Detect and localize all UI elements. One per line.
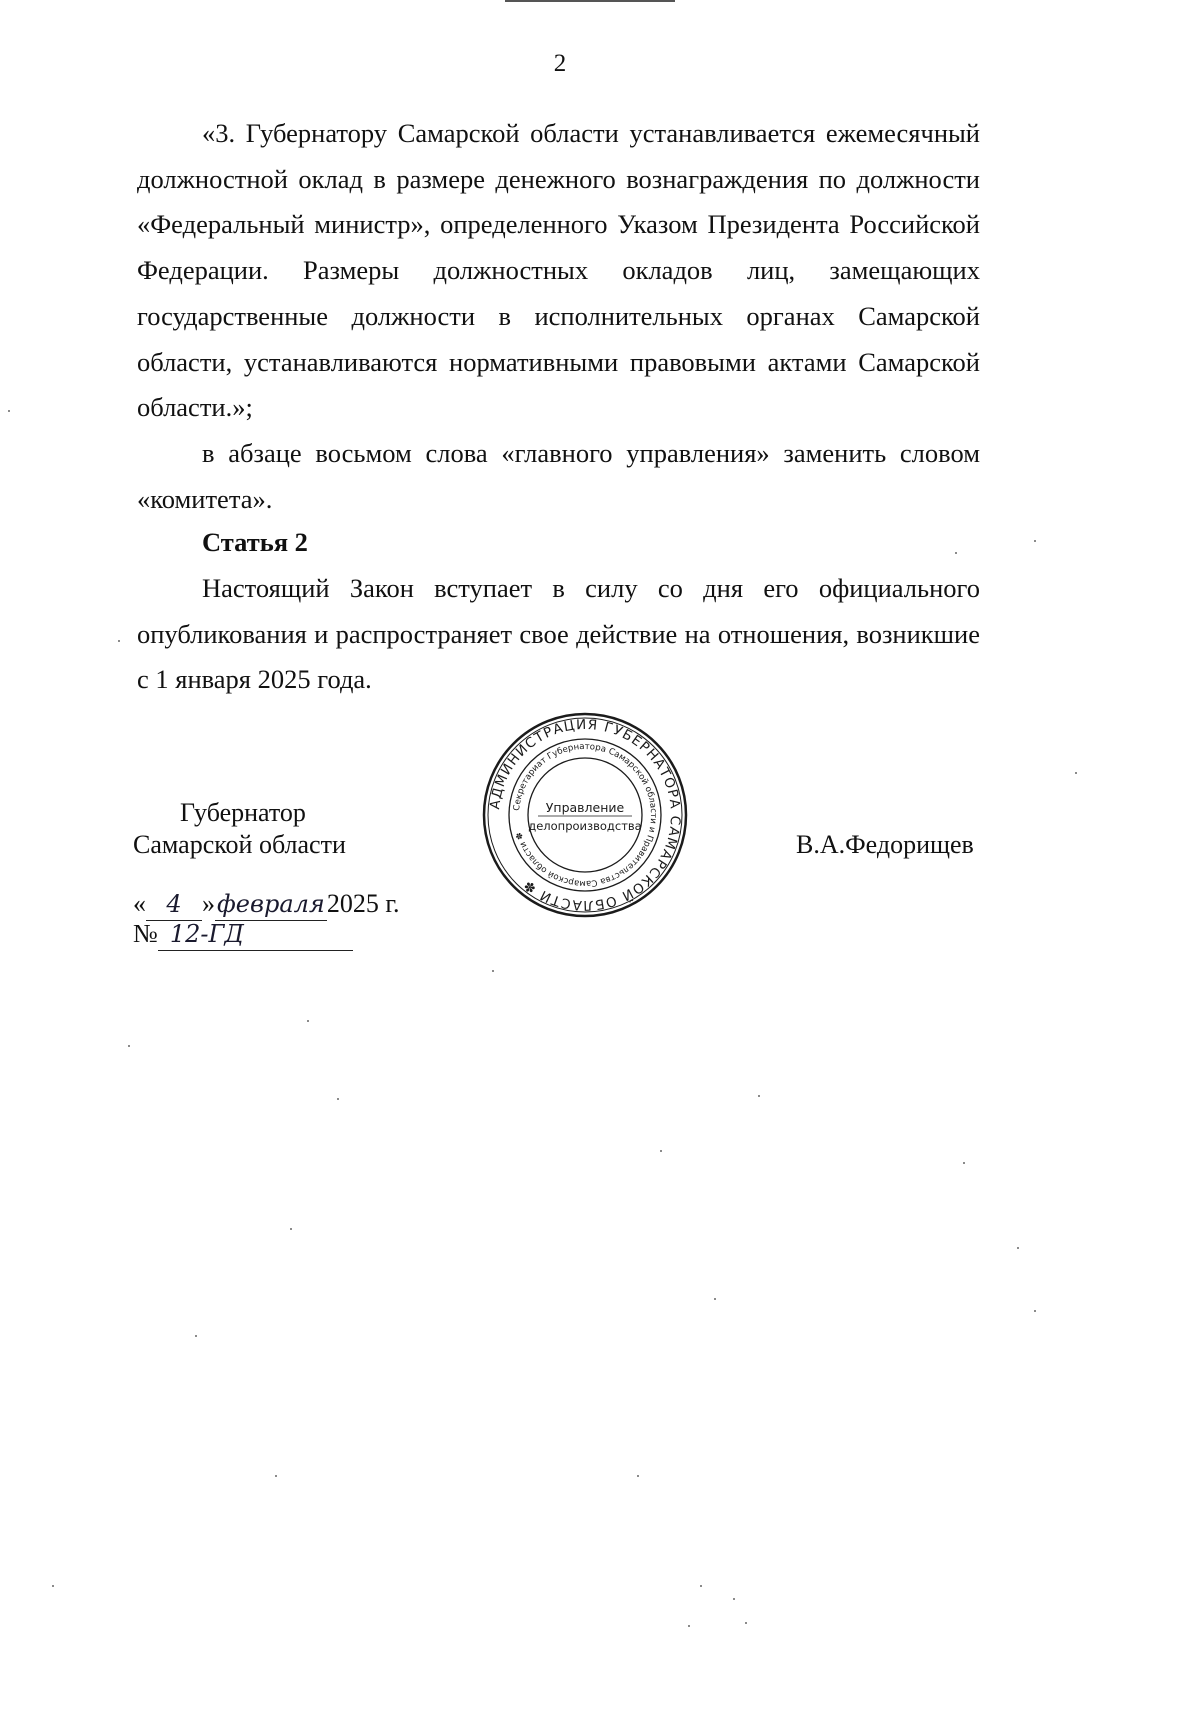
seal-inner-text: Секретариат Губернатора Самарской области и Правительства Самарской области ✽ [512, 741, 659, 889]
scan-speck [492, 970, 494, 972]
svg-text:Секретариат Губернатора Самарс [512, 742, 658, 888]
scan-speck [758, 1095, 760, 1097]
law-number-prefix: № [133, 919, 158, 948]
scan-speck [128, 1045, 130, 1047]
date-close-quote: » [202, 889, 215, 918]
signatory-name: В.А.Федорищев [796, 830, 974, 859]
paragraph-text: «3. Губернатору Самарской области устанавливается ежемесячный должностной оклад в размере денежного вознаграждения по должности «Федеральный министр», определенного Указом Президента Российской Федерации. Размеры должностных окладов лиц, замещающих государственные должности в исполнительных органах Самарской области, устанавливаются нормативными правовыми актами Самарской области.»; [137, 118, 980, 423]
scan-speck [700, 1585, 702, 1587]
scan-speck [337, 1098, 339, 1100]
scan-speck [745, 1622, 747, 1624]
date-open-quote: « [133, 889, 146, 918]
seal-center-line-2: делопроизводства [528, 819, 642, 833]
position-line-2: Самарской области [133, 830, 346, 859]
paragraph-amendment [137, 111, 980, 431]
seal-center-line-1: Управление [545, 800, 625, 815]
law-number [133, 918, 353, 951]
scan-speck [195, 1335, 197, 1337]
seal-middle-border [509, 739, 661, 891]
seal-inner-border [528, 758, 642, 872]
date-day: 4 [146, 888, 202, 921]
date-year: 2025 г. [326, 889, 400, 918]
scan-speck [688, 1625, 690, 1627]
scan-speck [963, 1162, 965, 1164]
scan-speck [1075, 772, 1077, 774]
law-number-value: 12-ГД [158, 918, 353, 951]
scan-speck [714, 1298, 716, 1300]
scan-speck [290, 1228, 292, 1230]
scan-speck [275, 1475, 277, 1477]
scan-speck [8, 410, 10, 412]
article-heading: Статья 2 [202, 527, 308, 557]
paragraph-replace-words [137, 431, 980, 522]
scan-speck [660, 1150, 662, 1152]
scan-speck [1034, 1310, 1036, 1312]
scan-speck [733, 1598, 735, 1600]
paragraph-effective-date [137, 566, 980, 703]
position-line-1: Губернатор [180, 798, 306, 827]
official-seal [482, 712, 688, 918]
paragraph-text: Настоящий Закон вступает в силу со дня его официального опубликования и распространяет свое действие на отношения, возникшие с 1 января 2025 года. [137, 573, 980, 695]
scan-speck [307, 1020, 309, 1022]
paragraph-text: в абзаце восьмом слова «главного управления» заменить словом «комитета». [137, 438, 980, 514]
signing-date [133, 888, 400, 921]
scan-speck [1017, 1247, 1019, 1249]
scan-speck [637, 1475, 639, 1477]
signatory-position [133, 797, 346, 861]
scan-speck [955, 552, 957, 554]
page-number: 2 [553, 50, 567, 77]
top-edge-line [505, 0, 675, 2]
scan-speck [1034, 540, 1036, 542]
scan-speck [118, 640, 120, 642]
seal-outer-text: АДМИНИСТРАЦИЯ ГУБЕРНАТОРА САМАРСКОЙ ОБЛАСТИ ✽ [487, 716, 684, 914]
scan-speck [52, 1585, 54, 1587]
date-month: февраля [215, 888, 327, 921]
